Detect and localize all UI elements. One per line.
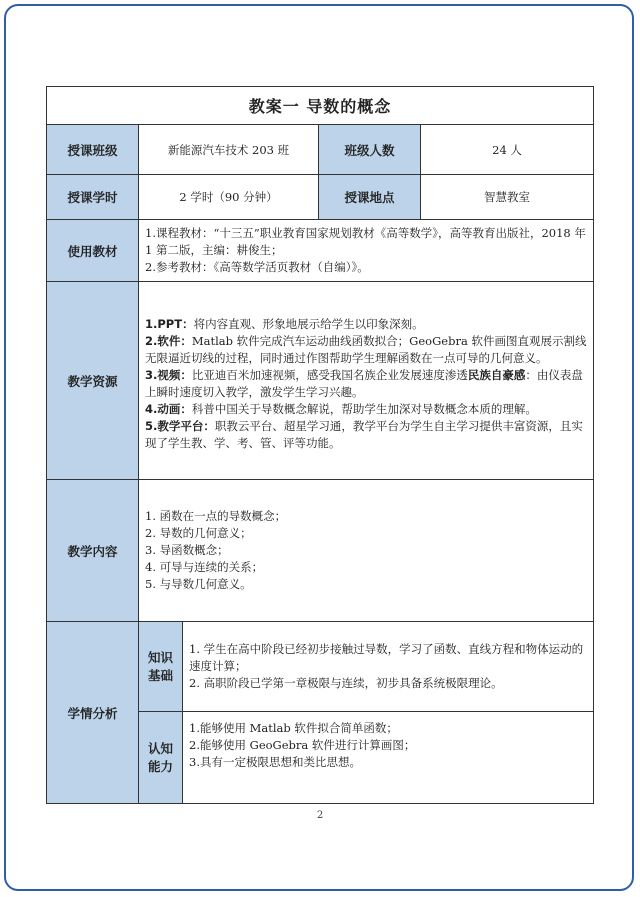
- knowledge-row: [47, 622, 594, 712]
- resource-item: [145, 418, 587, 452]
- place-label: 授课地点: [319, 175, 421, 220]
- hours-value: 2 学时（90 分钟）: [139, 175, 319, 220]
- materials-row: [47, 220, 594, 282]
- resource-body: 比亚迪百米加速视频，感受我国名族企业发展速度渗透: [191, 368, 468, 382]
- hours-row: [47, 175, 594, 220]
- resource-head: 2.软件：: [145, 334, 192, 348]
- resource-item: [145, 401, 587, 418]
- resource-item: [145, 316, 587, 333]
- count-value: 24 人: [421, 125, 594, 175]
- page-number: 2: [316, 810, 324, 821]
- resources-row: [47, 282, 594, 480]
- class-label: 授课班级: [47, 125, 139, 175]
- cognitive-label-line: 能力: [147, 758, 173, 774]
- knowledge-item: 2. 高职阶段已学第一章极限与连续，初步具备系统极限理论。: [189, 676, 503, 690]
- knowledge-label-line: 基础: [147, 667, 173, 683]
- cognitive-item: 1.能够使用 Matlab 软件拟合简单函数；: [189, 721, 398, 735]
- resource-emphasis: 民族自豪感: [467, 368, 526, 382]
- content-item: 5. 与导数几何意义。: [145, 577, 252, 591]
- resource-body: 职教云平台、超星学习通，教学平台为学生自主学习提供丰富资源，且实现了学生教、学、考、管、评等功能。: [145, 419, 583, 450]
- class-row: [47, 125, 594, 175]
- resource-item: [145, 367, 587, 401]
- content-item: 4. 可导与连续的关系；: [145, 560, 264, 574]
- resources-text: [139, 282, 594, 480]
- content-label: 教学内容: [47, 480, 139, 622]
- knowledge-text: [183, 622, 594, 712]
- knowledge-item: 1. 学生在高中阶段已经初步接触过导数，学习了函数、直线方程和物体运动的速度计算；: [189, 642, 584, 673]
- cognitive-item: 3.具有一定极限思想和类比思想。: [189, 755, 361, 769]
- lesson-plan-table: [46, 86, 594, 804]
- title-row: [47, 87, 594, 125]
- knowledge-label: [139, 622, 183, 712]
- hours-label: 授课学时: [47, 175, 139, 220]
- resources-label: 教学资源: [47, 282, 139, 480]
- content-item: 3. 导函数概念；: [145, 543, 229, 557]
- knowledge-label-line: 知识: [147, 649, 173, 665]
- lesson-title: 教案一 导数的概念: [47, 87, 594, 125]
- materials-line-2: 2.参考教材：《高等数学活页教材（自编）》。: [145, 260, 369, 274]
- class-value: 新能源汽车技术 203 班: [139, 125, 319, 175]
- resource-body: ：由仪表盘上瞬时速度切入教学，激发学生学习兴趣。: [145, 368, 583, 399]
- cognitive-label-line: 认知: [147, 740, 173, 756]
- cognitive-label: [139, 712, 183, 804]
- materials-label: 使用教材: [47, 220, 139, 282]
- resource-body: 将内容直观、形象地展示给学生以印象深刻。: [193, 317, 424, 331]
- resource-item: [145, 333, 587, 367]
- materials-line-1: 1.课程教材：“十三五”职业教育国家规划教材《高等数学》，高等教育出版社，2018 年 1 第二版，主编：耕俊生；: [145, 226, 586, 257]
- content-row: [47, 480, 594, 622]
- materials-text: [139, 220, 594, 282]
- cognitive-item: 2.能够使用 GeoGebra 软件进行计算画图；: [189, 738, 416, 752]
- cognitive-text: [183, 712, 594, 804]
- resource-body: Matlab 软件完成汽车运动曲线函数拟合；GeoGebra 软件画图直观展示割线无限逼近切线的过程，同时通过作图帮助学生理解函数在一点可导的几何意义。: [145, 334, 587, 365]
- resource-body: 科普中国关于导数概念解说，帮助学生加深对导数概念本质的理解。: [191, 402, 537, 416]
- resource-head: 5.教学平台：: [145, 419, 215, 433]
- content-text: [139, 480, 594, 622]
- count-label: 班级人数: [319, 125, 421, 175]
- content-item: 2. 导数的几何意义；: [145, 526, 252, 540]
- resource-head: 4.动画：: [145, 402, 192, 416]
- content-item: 1. 函数在一点的导数概念；: [145, 509, 287, 523]
- resource-head: 3.视频：: [145, 368, 192, 382]
- analysis-label: 学情分析: [47, 622, 139, 804]
- place-value: 智慧教室: [421, 175, 594, 220]
- resource-head: 1.PPT：: [145, 317, 194, 331]
